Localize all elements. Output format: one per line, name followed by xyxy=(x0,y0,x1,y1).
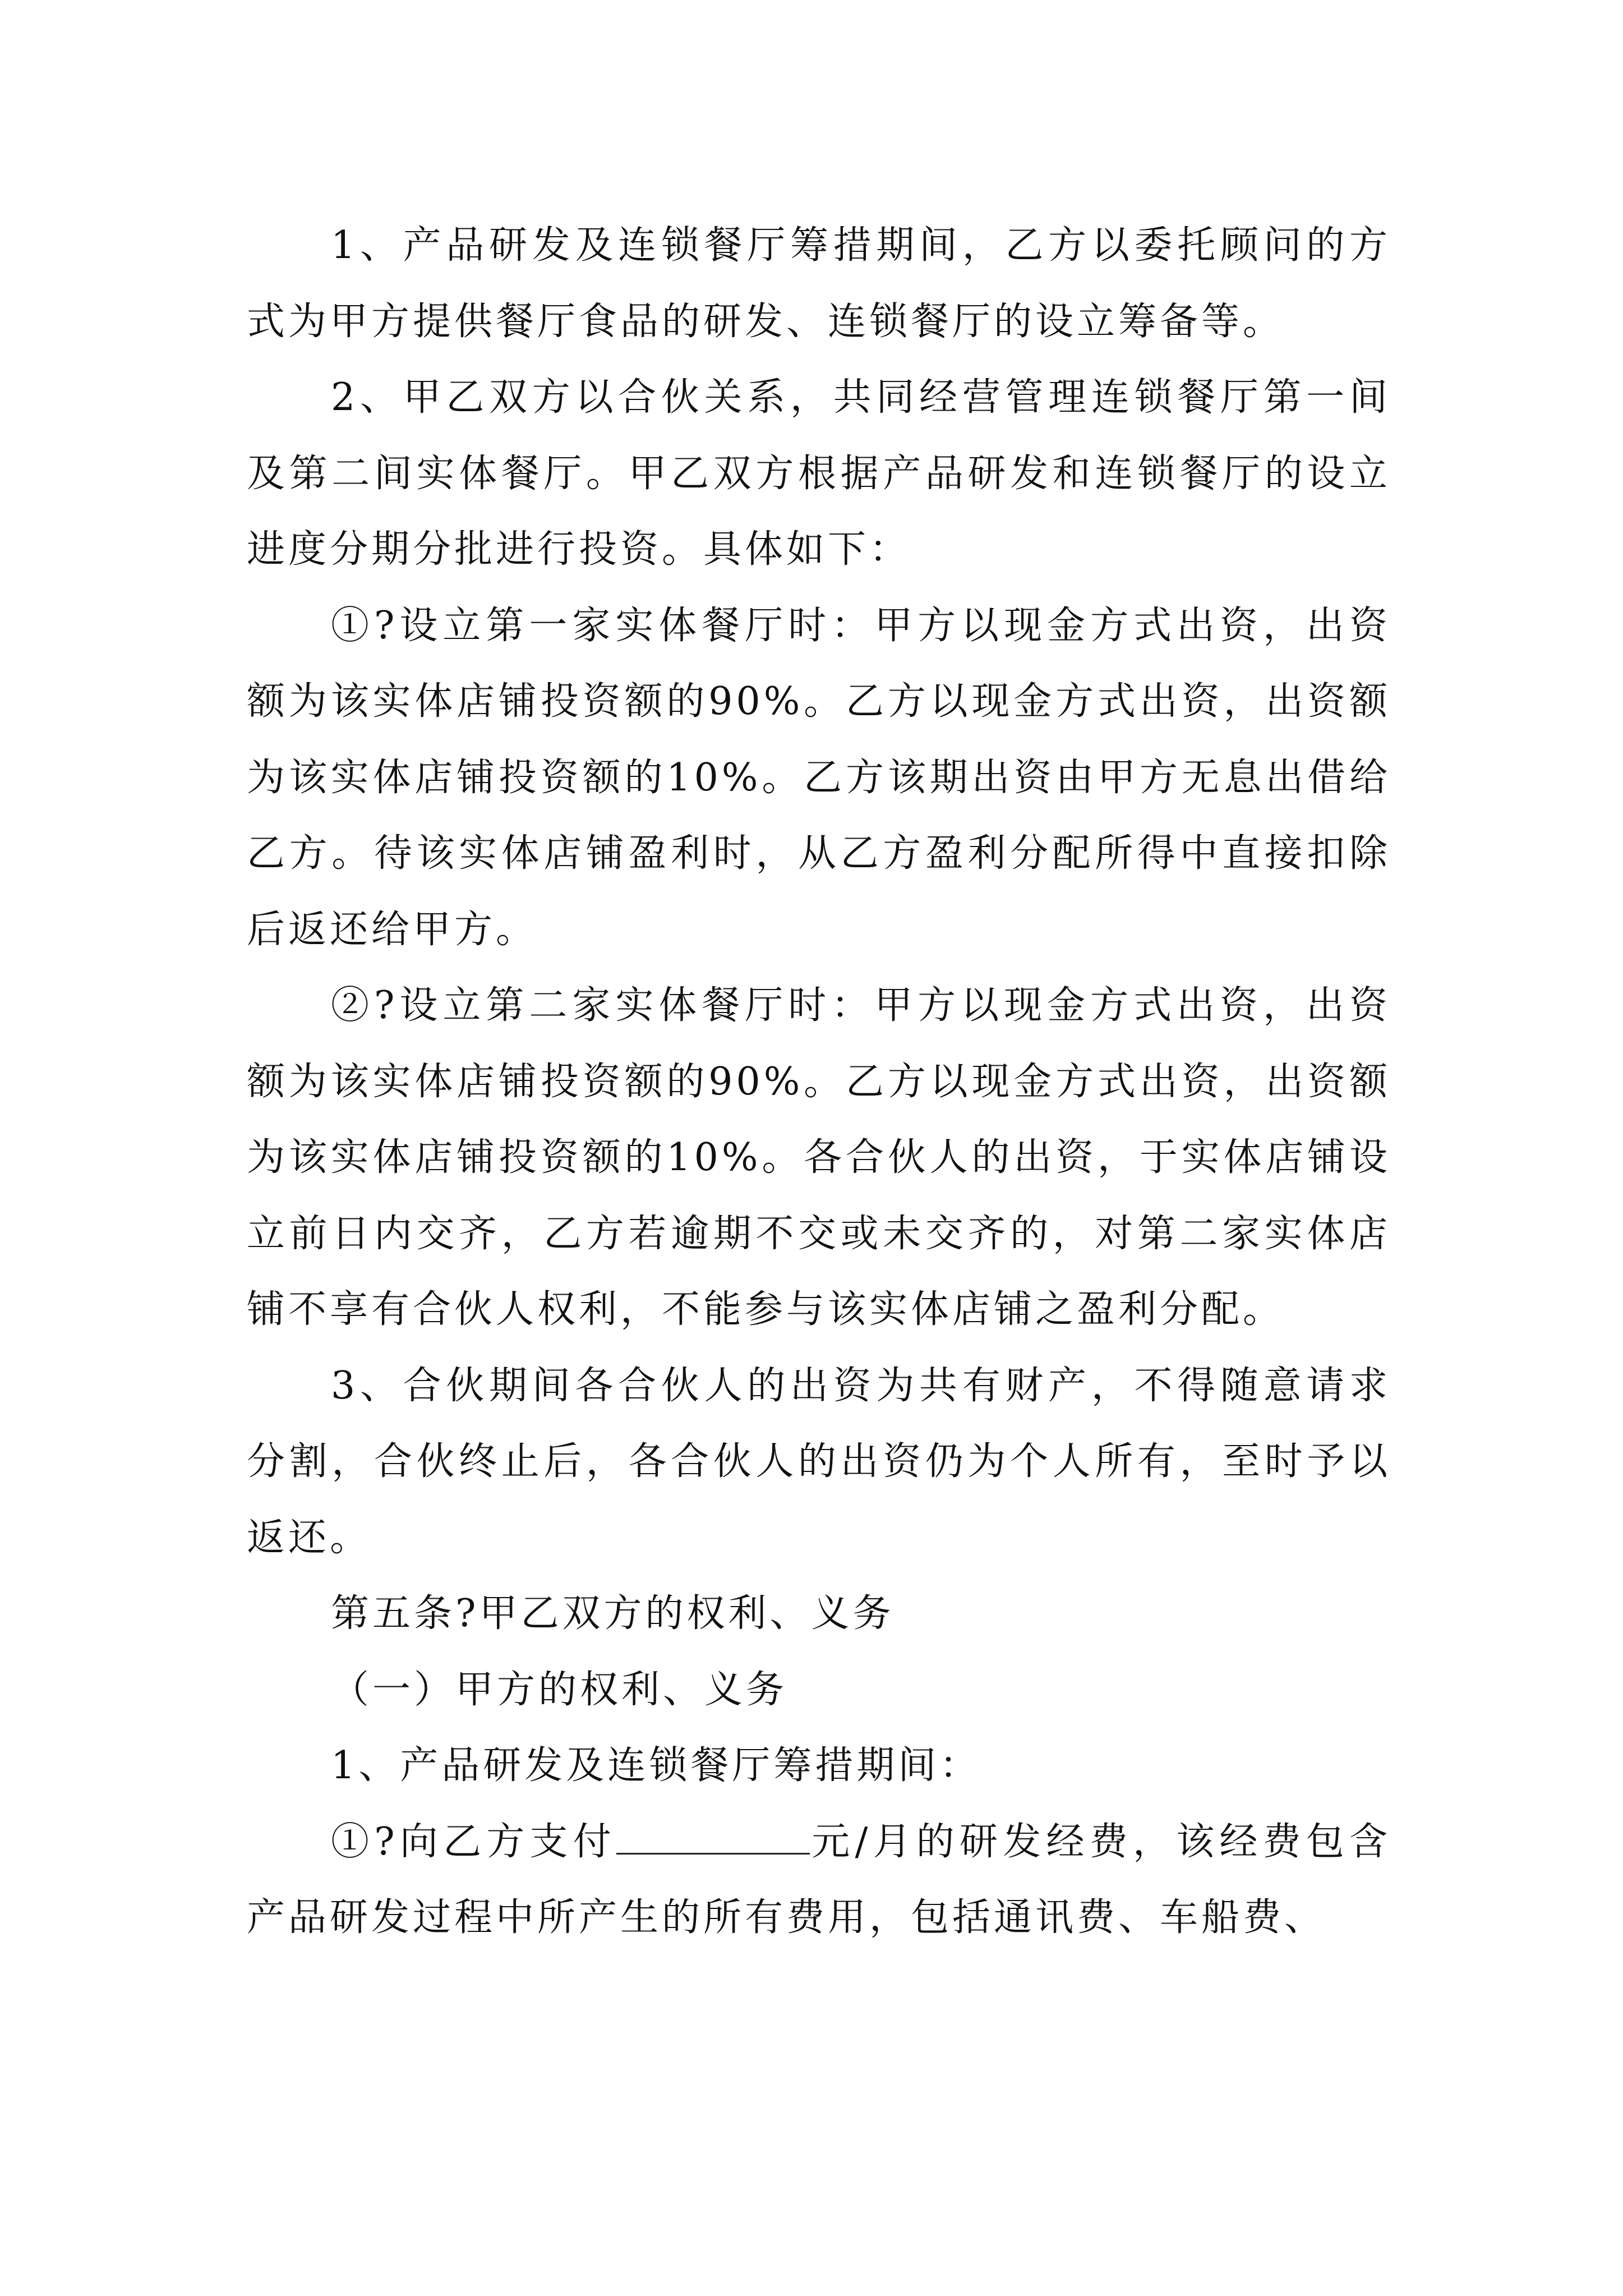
paragraph-consulting: 1、产品研发及连锁餐厅筹措期间，乙方以委托顾问的方式为甲方提供餐厅食品的研发、连锁餐厅的设立筹备等。 xyxy=(247,223,1391,344)
paragraph-rd-period: 1、产品研发及连锁餐厅筹措期间： xyxy=(331,1743,981,1788)
section-party-a-heading: （一）甲方的权利、义务 xyxy=(331,1667,788,1712)
document-body xyxy=(247,208,1391,1956)
paragraph-second-restaurant: ②?设立第二家实体餐厅时：甲方以现金方式出资，出资额为该实体店铺投资额的90%。乙方以现金方式出资，出资额为该实体店铺投资额的10%。各合伙人的出资，于实体店铺设立前日内交齐，乙方若逾期不交或未交齐的，对第二家实体店铺不享有合伙人权利，不能参与该实体店铺之盈利分配。 xyxy=(247,983,1391,1332)
paragraph-rd-fee xyxy=(247,1804,1391,1956)
article-five-heading: 第五条?甲乙双方的权利、义务 xyxy=(331,1591,895,1636)
paragraph-partnership: 2、甲乙双方以合伙关系，共同经营管理连锁餐厅第一间及第二间实体餐厅。甲乙双方根据产品研发和连锁餐厅的设立进度分期分批进行投资。具体如下： xyxy=(247,375,1391,572)
fill-in-blank xyxy=(616,1819,810,1855)
rd-fee-prefix: ①?向乙方支付 xyxy=(331,1819,616,1864)
paragraph-first-restaurant: ①?设立第一家实体餐厅时：甲方以现金方式出资，出资额为该实体店铺投资额的90%。乙方以现金方式出资，出资额为该实体店铺投资额的10%。乙方该期出资由甲方无息出借给乙方。待该实体店铺盈利时，从乙方盈利分配所得中直接扣除后返还给甲方。 xyxy=(247,603,1391,952)
rd-fee-suffix: 元/月的研发经费，该经费包含产品研发过程中所产生的所有费用，包括通讯费、车船费、 xyxy=(247,1819,1391,1940)
paragraph-common-property: 3、合伙期间各合伙人的出资为共有财产，不得随意请求分割，合伙终止后，各合伙人的出资仍为个人所有，至时予以返还。 xyxy=(247,1363,1391,1560)
